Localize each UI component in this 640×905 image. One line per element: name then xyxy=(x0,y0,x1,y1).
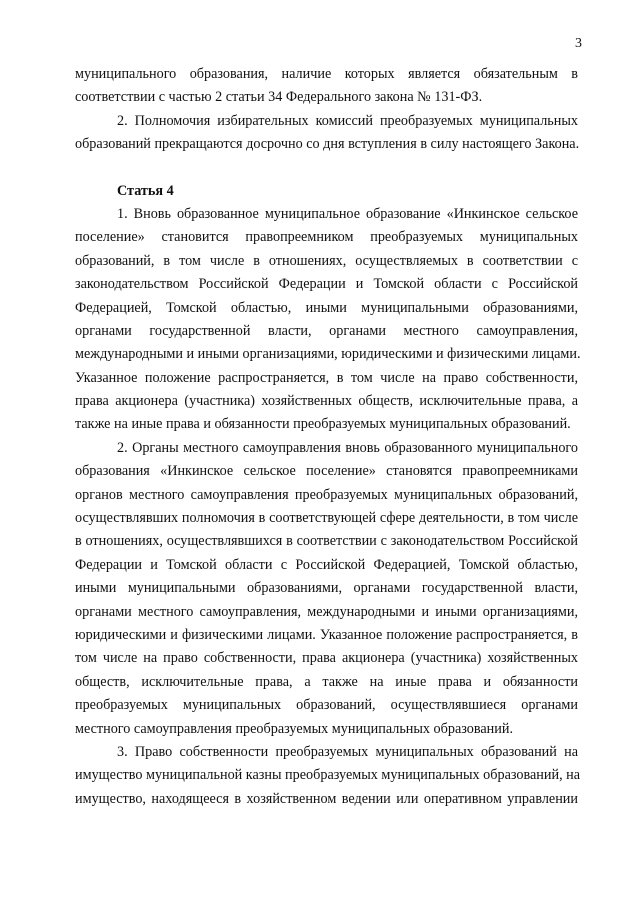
text-line: осуществлявших полномочия в соответствующей сфере деятельности, в том числе xyxy=(75,510,578,527)
text-line: 1. Вновь образованное муниципальное образование «Инкинское сельское xyxy=(117,205,578,222)
text-line: Федерацией, Томской областью, иными муниципальными образованиями, xyxy=(75,299,578,316)
document-body xyxy=(75,63,581,811)
text-line: органами государственной власти, органами местного самоуправления, xyxy=(75,322,578,339)
text-line: законодательством Российской Федерации и Томской области с Российской xyxy=(75,276,578,293)
text-line: органами местного самоуправления, международными и иными организациями, xyxy=(75,603,578,620)
text-line: иными муниципальными образованиями, органами государственной власти, xyxy=(75,580,578,597)
text-line: образований прекращаются досрочно со дня вступления в силу настоящего Закона. xyxy=(75,136,580,153)
text-line: том числе на право собственности, права акционера (участника) хозяйственных xyxy=(75,650,578,667)
text-line: 2. Полномочия избирательных комиссий преобразуемых муниципальных xyxy=(117,112,578,129)
text-line: соответствии с частью 2 статьи 34 Федерального закона № 131-ФЗ. xyxy=(75,89,483,106)
text-line: муниципального образования, наличие которых является обязательным в xyxy=(75,66,578,82)
text-line: имущество муниципальной казны преобразуемых муниципальных образований, на xyxy=(75,767,581,784)
text-line: органов местного самоуправления преобразуемых муниципальных образований, xyxy=(75,486,578,503)
text-line: права акционера (участника) хозяйственных обществ, исключительные права, а xyxy=(75,393,578,410)
text-line: образования «Инкинское сельское поселение» становятся правопреемниками xyxy=(75,463,578,480)
text-line: Указанное положение распространяется, в том числе на право собственности, xyxy=(75,369,578,386)
text-line: 3. Право собственности преобразуемых муниципальных образований на xyxy=(117,743,578,760)
text-line: юридическими и физическими лицами. Указанное положение распространяется, в xyxy=(75,626,578,643)
text-line: местного самоуправления преобразуемых муниципальных образований. xyxy=(75,720,514,737)
article-heading: Статья 4 xyxy=(117,182,174,199)
page-number: 3 xyxy=(575,36,582,51)
text-line: имущество, находящееся в хозяйственном ведении или оперативном управлении xyxy=(75,790,578,807)
text-line: 2. Органы местного самоуправления вновь образованного муниципального xyxy=(117,439,578,456)
text-line: Федерации и Томской области с Российской Федерацией, Томской областью, xyxy=(75,556,578,573)
text-line: преобразуемых муниципальных образований, осуществлявшиеся органами xyxy=(75,697,578,714)
text-line: образований, в том числе в отношениях, осуществляемых в соответствии с xyxy=(75,252,578,269)
text-line: обществ, исключительные права, а также на иные права и обязанности xyxy=(75,673,578,690)
text-line: также на иные права и обязанности преобразуемых муниципальных образований. xyxy=(75,416,571,433)
text-line: в отношениях, осуществлявшихся в соответствии с законодательством Российской xyxy=(75,533,578,550)
spacer xyxy=(75,157,578,180)
text-line: международными и иными организациями, юридическими и физическими лицами. xyxy=(75,346,581,363)
text-line: поселение» становится правопреемником преобразуемых муниципальных xyxy=(75,229,578,246)
